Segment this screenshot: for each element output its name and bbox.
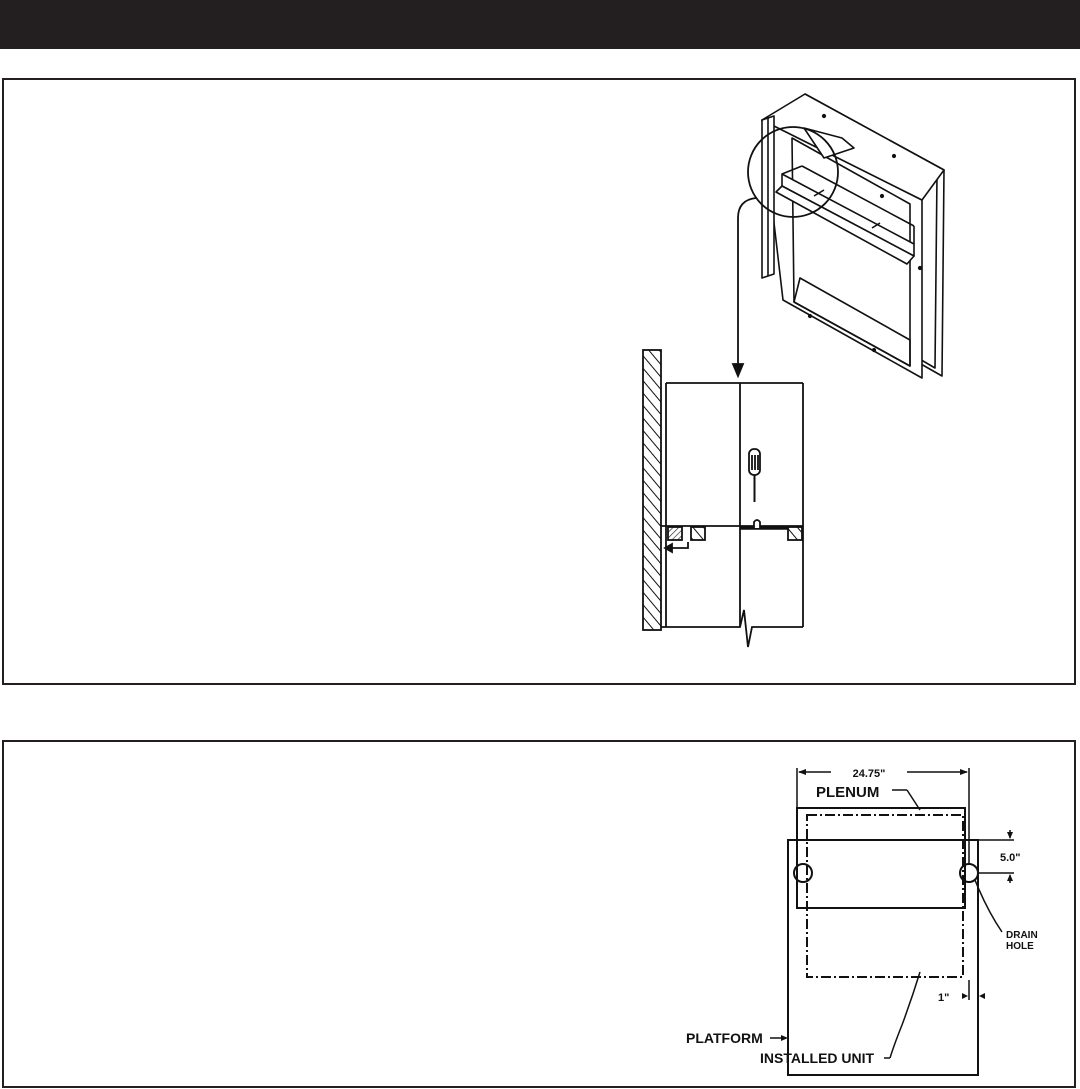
screwdriver-icon — [749, 449, 760, 502]
offset-dimension-label: 5.0" — [1000, 852, 1021, 864]
drain-label-line2: HOLE — [1006, 941, 1034, 952]
drain-hole-layout-drawing — [2, 740, 1076, 1088]
platform-outline — [788, 840, 978, 1075]
plenum-label: PLENUM — [816, 784, 880, 801]
figure-panel-top — [2, 78, 1076, 685]
section-detail — [643, 350, 803, 647]
width-dimension-label: 24.75" — [852, 768, 886, 780]
header-bar — [0, 0, 1080, 49]
plenum-installation-drawing — [2, 78, 1076, 685]
margin-dimension-label: 1" — [938, 992, 950, 1004]
platform-label: PLATFORM — [686, 1030, 763, 1046]
drain-label-line1: DRAIN — [1006, 930, 1038, 941]
installed-unit-label: INSTALLED UNIT — [760, 1050, 875, 1066]
figure-panel-bottom — [2, 740, 1076, 1088]
plenum-box-illustration — [762, 94, 944, 378]
